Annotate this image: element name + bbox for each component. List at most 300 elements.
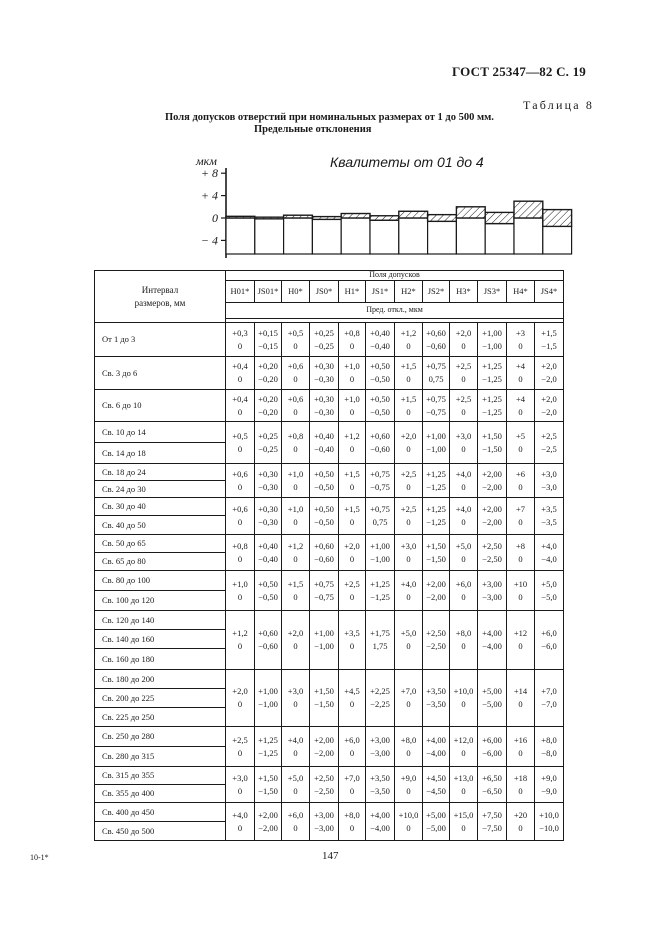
upper-deviation: +3,50 xyxy=(426,686,446,697)
lower-deviation: −3,00 xyxy=(370,747,390,758)
value-cell xyxy=(507,357,535,390)
value-cell xyxy=(395,498,423,535)
upper-deviation: +1,25 xyxy=(258,734,278,745)
lower-deviation: −1,25 xyxy=(370,591,390,602)
lower-deviation: 0 xyxy=(237,747,243,758)
column-header: JS1* xyxy=(366,281,395,303)
chart-zone-js3 xyxy=(485,212,514,223)
upper-deviation: +1,2 xyxy=(344,430,360,441)
lower-deviation: −2,00 xyxy=(482,517,502,527)
value-cell xyxy=(226,571,255,611)
value-cell xyxy=(450,323,478,357)
upper-deviation: +7 xyxy=(515,504,526,515)
lower-deviation: 0 xyxy=(461,553,466,564)
table-row xyxy=(95,670,564,689)
value-cell xyxy=(423,611,450,670)
lower-deviation: −4,0 xyxy=(541,553,557,564)
value-cell xyxy=(339,803,366,841)
lower-deviation: −2,50 xyxy=(314,785,334,796)
lower-deviation: 0 xyxy=(293,517,298,527)
chart-column-js0 xyxy=(312,219,341,254)
value-cell xyxy=(255,323,282,357)
table-row xyxy=(95,464,564,481)
upper-deviation: +4,0 xyxy=(400,578,417,589)
lower-deviation: 0 xyxy=(293,481,298,492)
interval-label: Св. 400 до 450 xyxy=(95,803,226,822)
upper-deviation: +0,50 xyxy=(370,393,390,404)
upper-deviation: +5,0 xyxy=(541,578,557,589)
upper-deviation: +6,0 xyxy=(455,578,472,589)
upper-deviation: +1,25 xyxy=(426,504,446,515)
upper-deviation: +0,40 xyxy=(370,327,390,338)
upper-deviation: +0,60 xyxy=(258,628,278,639)
value-cell xyxy=(366,357,395,390)
lower-deviation: −4,00 xyxy=(426,747,446,758)
interval-label: Св. 200 до 225 xyxy=(95,689,226,708)
chart-zone-js4 xyxy=(543,210,572,227)
lower-deviation: 0 xyxy=(237,340,243,351)
lower-deviation: −0,25 xyxy=(314,340,334,351)
upper-deviation: +0,75 xyxy=(370,468,390,479)
lower-deviation: −2,00 xyxy=(482,481,502,492)
interval-label: Св. 140 до 160 xyxy=(95,630,226,649)
value-cell xyxy=(226,767,255,803)
chart-zone-h2 xyxy=(399,211,428,218)
lower-deviation: 0 xyxy=(293,747,298,758)
lower-deviation: 0 xyxy=(349,747,355,758)
value-cell xyxy=(339,422,366,464)
upper-deviation: +10,0 xyxy=(539,809,559,820)
value-cell xyxy=(450,357,478,390)
upper-deviation: +0,6 xyxy=(287,393,304,404)
table-row xyxy=(95,323,564,357)
upper-deviation: +2,0 xyxy=(541,393,557,404)
interval-label: Св. 280 до 315 xyxy=(95,747,226,767)
upper-deviation: +0,6 xyxy=(232,504,248,515)
value-cell xyxy=(535,803,564,841)
upper-deviation: +4,00 xyxy=(370,809,390,820)
lower-deviation: −1,50 xyxy=(314,699,334,709)
lower-deviation: −0,50 xyxy=(258,591,278,602)
lower-deviation: −3,50 xyxy=(426,699,446,709)
chart-zone-js2 xyxy=(428,215,457,222)
value-cell xyxy=(366,535,395,571)
upper-deviation: +0,60 xyxy=(426,327,446,338)
lower-deviation: 0 xyxy=(349,591,355,602)
value-cell xyxy=(366,670,395,727)
value-cell xyxy=(395,611,423,670)
upper-deviation: +8,0 xyxy=(455,628,472,639)
upper-deviation: +1,25 xyxy=(370,578,390,589)
value-cell xyxy=(423,803,450,841)
lower-deviation: 0 xyxy=(237,406,243,417)
upper-deviation: +6,50 xyxy=(482,772,502,783)
lower-deviation: 0 xyxy=(518,340,523,351)
interval-label: Св. 18 до 24 xyxy=(95,464,226,481)
value-cell xyxy=(478,571,507,611)
value-cell xyxy=(255,727,282,767)
upper-deviation: +4,0 xyxy=(455,504,472,515)
chart-column-h4 xyxy=(514,218,543,254)
upper-deviation: +0,25 xyxy=(314,327,334,338)
interval-label: Св. 315 до 355 xyxy=(95,767,226,785)
column-header: JS3* xyxy=(478,281,507,303)
lower-deviation: 0 xyxy=(237,641,243,651)
lower-deviation: −3,50 xyxy=(370,785,390,796)
lower-deviation: −8,0 xyxy=(541,747,557,758)
upper-deviation: +1,50 xyxy=(258,772,278,783)
upper-deviation: +2,00 xyxy=(314,734,334,745)
interval-label: От 1 до 3 xyxy=(95,323,226,357)
lower-deviation: −0,15 xyxy=(258,340,278,351)
column-header: H4* xyxy=(507,281,535,303)
interval-label: Св. 6 до 10 xyxy=(95,390,226,422)
upper-deviation: +1,2 xyxy=(400,327,417,338)
value-cell xyxy=(507,422,535,464)
lower-deviation: 0 xyxy=(461,481,466,492)
lower-deviation: 0 xyxy=(461,591,466,602)
lower-deviation: 0 xyxy=(406,406,411,417)
upper-deviation: +3 xyxy=(515,327,526,338)
value-cell xyxy=(395,323,423,357)
lower-deviation: 0 xyxy=(461,822,466,833)
lower-deviation: −4,00 xyxy=(482,641,502,651)
value-cell xyxy=(478,803,507,841)
upper-deviation: +0,5 xyxy=(232,430,248,441)
lower-deviation: 0 xyxy=(293,699,298,709)
lower-deviation: 0 xyxy=(518,747,523,758)
value-cell xyxy=(395,803,423,841)
lower-deviation: −1,25 xyxy=(482,374,502,384)
chart-column-js3 xyxy=(485,224,514,254)
column-header: H01* xyxy=(226,281,255,303)
lower-deviation: 0 xyxy=(461,443,466,454)
lower-deviation: 0 xyxy=(518,699,523,709)
interval-label: Св. 100 до 120 xyxy=(95,591,226,611)
value-cell xyxy=(423,727,450,767)
upper-deviation: +1,25 xyxy=(426,468,446,479)
upper-deviation: +10,0 xyxy=(398,809,419,820)
upper-deviation: +0,15 xyxy=(258,327,278,338)
value-cell xyxy=(226,498,255,535)
upper-deviation: +4 xyxy=(515,361,526,372)
upper-deviation: +0,6 xyxy=(287,361,304,372)
value-cell xyxy=(255,464,282,498)
value-cell xyxy=(507,767,535,803)
table-row xyxy=(95,727,564,747)
upper-deviation: +2,5 xyxy=(541,430,557,441)
chart-zone-h1 xyxy=(341,214,370,218)
value-cell xyxy=(535,535,564,571)
column-header: H1* xyxy=(339,281,366,303)
table-row xyxy=(95,803,564,822)
value-cell xyxy=(226,357,255,390)
chart-column-h1 xyxy=(341,218,370,254)
lower-deviation: −3,5 xyxy=(541,517,557,527)
value-cell xyxy=(255,767,282,803)
chart-tick-label: + 8 xyxy=(200,166,218,181)
value-cell xyxy=(507,498,535,535)
lower-deviation: 0 xyxy=(461,374,466,384)
value-cell xyxy=(478,611,507,670)
lower-deviation: 0 xyxy=(406,747,411,758)
interval-label: Св. 3 до 6 xyxy=(95,357,226,390)
value-cell xyxy=(535,498,564,535)
upper-deviation: +7,0 xyxy=(400,686,417,697)
lower-deviation: −1,00 xyxy=(370,553,390,564)
value-cell xyxy=(226,670,255,727)
upper-deviation: +3,00 xyxy=(370,734,390,745)
value-cell xyxy=(226,323,255,357)
table-row xyxy=(95,422,564,443)
upper-deviation: +6,0 xyxy=(541,628,557,639)
value-cell xyxy=(507,727,535,767)
upper-deviation: +0,50 xyxy=(258,578,278,589)
lower-deviation: 0 xyxy=(293,374,298,384)
chart-zone-js1 xyxy=(370,216,399,220)
lower-deviation: −0,60 xyxy=(426,340,446,351)
value-cell xyxy=(450,767,478,803)
value-cell xyxy=(366,390,395,422)
value-cell xyxy=(450,727,478,767)
value-cell xyxy=(339,670,366,727)
upper-deviation: +2,0 xyxy=(400,430,417,441)
column-header: JS2* xyxy=(423,281,450,303)
upper-deviation: +4 xyxy=(515,393,526,404)
upper-deviation: +12 xyxy=(513,628,528,639)
upper-deviation: +1,0 xyxy=(287,468,304,479)
upper-deviation: +2,0 xyxy=(232,686,248,697)
upper-deviation: +2,00 xyxy=(426,578,446,589)
value-cell xyxy=(423,422,450,464)
lower-deviation: −0,60 xyxy=(314,553,334,564)
lower-deviation: 0,75 xyxy=(428,374,444,384)
chart-zone-h0 xyxy=(284,215,313,218)
value-cell xyxy=(535,357,564,390)
upper-deviation: +3,0 xyxy=(287,686,304,697)
lower-deviation: 0 xyxy=(518,406,523,417)
table-row xyxy=(95,498,564,516)
lower-deviation: 0 xyxy=(349,822,355,833)
lower-deviation: −1,00 xyxy=(482,340,502,351)
upper-deviation: +0,4 xyxy=(232,361,248,372)
chart-zone-h4 xyxy=(514,201,543,218)
lower-deviation: 0 xyxy=(461,406,466,417)
upper-deviation: +1,50 xyxy=(426,540,446,551)
lower-deviation: −0,40 xyxy=(314,443,334,454)
chart-column-h3 xyxy=(456,218,485,254)
value-cell xyxy=(366,422,395,464)
value-cell xyxy=(310,727,339,767)
lower-deviation: 0 xyxy=(406,374,411,384)
value-cell xyxy=(450,670,478,727)
upper-deviation: +10 xyxy=(513,578,528,589)
lower-deviation: −1,00 xyxy=(426,443,446,454)
value-cell xyxy=(478,464,507,498)
lower-deviation: −0,30 xyxy=(258,481,278,492)
value-cell xyxy=(423,535,450,571)
chart-unit-label: мкм xyxy=(196,154,217,168)
table-title-line2: Предельные отклонения xyxy=(254,124,372,135)
lower-deviation: −0,60 xyxy=(258,641,278,651)
lower-deviation: 0 xyxy=(518,481,523,492)
lower-deviation: −0,30 xyxy=(314,374,334,384)
upper-deviation: +0,8 xyxy=(344,327,360,338)
upper-deviation: +1,75 xyxy=(370,628,390,639)
value-cell xyxy=(282,422,310,464)
value-cell xyxy=(339,323,366,357)
upper-deviation: +0,30 xyxy=(314,393,334,404)
lower-deviation: 0 xyxy=(406,553,411,564)
value-cell xyxy=(282,670,310,727)
upper-deviation: +1,00 xyxy=(314,628,334,639)
value-cell xyxy=(339,611,366,670)
lower-deviation: 0 xyxy=(406,481,411,492)
value-cell xyxy=(423,464,450,498)
lower-deviation: −1,25 xyxy=(258,747,278,758)
value-cell xyxy=(255,611,282,670)
column-header: H2* xyxy=(395,281,423,303)
chart-zone-js01 xyxy=(255,217,284,219)
upper-deviation: +1,25 xyxy=(482,361,502,372)
value-cell xyxy=(339,535,366,571)
interval-label: Св. 50 до 65 xyxy=(95,535,226,553)
column-header: JS0* xyxy=(310,281,339,303)
value-cell xyxy=(507,323,535,357)
lower-deviation: −1,50 xyxy=(482,443,502,454)
column-header: JS4* xyxy=(535,281,564,303)
upper-deviation: +2,50 xyxy=(426,628,446,639)
upper-deviation: +3,0 xyxy=(232,772,248,783)
chart-column-h2 xyxy=(399,218,428,254)
lower-deviation: −5,0 xyxy=(541,591,557,602)
lower-deviation: 0 xyxy=(237,785,243,796)
lower-deviation: 0 xyxy=(293,785,298,796)
value-cell xyxy=(366,571,395,611)
value-cell xyxy=(478,390,507,422)
upper-deviation: +3,0 xyxy=(541,468,557,479)
chart-column-js01 xyxy=(255,219,284,254)
value-cell xyxy=(450,571,478,611)
value-cell xyxy=(478,357,507,390)
value-cell xyxy=(423,670,450,727)
upper-deviation: +1,2 xyxy=(287,540,304,551)
lower-deviation: 0 xyxy=(461,747,466,758)
interval-label: Св. 65 до 80 xyxy=(95,553,226,571)
lower-deviation: −3,0 xyxy=(541,481,557,492)
lower-deviation: 0 xyxy=(406,591,411,602)
lower-deviation: −2,5 xyxy=(541,443,557,454)
value-cell xyxy=(478,670,507,727)
table-title-line1: Поля допусков отверстий при номинальных размерах от 1 до 500 мм. xyxy=(165,112,494,123)
lower-deviation: −1,25 xyxy=(426,481,446,492)
chart-column-js2 xyxy=(428,221,457,254)
lower-deviation: −0,50 xyxy=(314,481,334,492)
lower-deviation: 0 xyxy=(237,591,243,602)
lower-deviation: −0,25 xyxy=(258,443,278,454)
value-cell xyxy=(339,464,366,498)
lower-deviation: 0 xyxy=(237,481,243,492)
lower-deviation: 0 xyxy=(349,517,355,527)
value-cell xyxy=(423,357,450,390)
upper-deviation: +4,50 xyxy=(426,772,446,783)
upper-deviation: +0,40 xyxy=(258,540,278,551)
upper-deviation: +1,00 xyxy=(426,430,446,441)
lower-deviation: −1,25 xyxy=(426,517,446,527)
lower-deviation: 0 xyxy=(293,591,298,602)
lower-deviation: 0 xyxy=(349,374,355,384)
lower-deviation: 0 xyxy=(406,785,411,796)
value-cell xyxy=(255,670,282,727)
lower-deviation: −0,40 xyxy=(258,553,278,564)
lower-deviation: −6,0 xyxy=(541,641,557,651)
value-cell xyxy=(535,727,564,767)
value-cell xyxy=(339,357,366,390)
upper-deviation: +8,0 xyxy=(541,734,557,745)
upper-deviation: +6 xyxy=(515,468,526,479)
value-cell xyxy=(282,803,310,841)
value-cell xyxy=(450,803,478,841)
lower-deviation: 0 xyxy=(406,340,411,351)
value-cell xyxy=(339,571,366,611)
lower-deviation: −0,40 xyxy=(370,340,390,351)
lower-deviation: 0 xyxy=(406,822,411,833)
interval-label: Св. 225 до 250 xyxy=(95,708,226,727)
lower-deviation: −1,50 xyxy=(258,785,278,796)
upper-deviation: +4,5 xyxy=(344,686,360,697)
value-cell xyxy=(226,611,255,670)
value-cell xyxy=(395,390,423,422)
value-cell xyxy=(478,767,507,803)
upper-deviation: +0,40 xyxy=(314,430,334,441)
upper-deviation: +2,5 xyxy=(400,468,417,479)
value-cell xyxy=(535,390,564,422)
upper-deviation: +4,0 xyxy=(287,734,304,745)
interval-label: Св. 40 до 50 xyxy=(95,516,226,535)
value-cell xyxy=(282,464,310,498)
tolerance-table xyxy=(94,270,564,841)
table-row xyxy=(95,535,564,553)
upper-deviation: +0,3 xyxy=(232,327,248,338)
value-cell xyxy=(226,803,255,841)
lower-deviation: 0 xyxy=(461,699,466,709)
value-cell xyxy=(478,535,507,571)
value-cell xyxy=(507,571,535,611)
value-cell xyxy=(255,535,282,571)
upper-deviation: +1,50 xyxy=(314,686,334,697)
value-cell xyxy=(450,422,478,464)
chart-tick-label: + 4 xyxy=(200,188,218,203)
upper-deviation: +0,50 xyxy=(314,504,334,515)
value-cell xyxy=(310,422,339,464)
lower-deviation: −2,50 xyxy=(482,553,502,564)
interval-header-cell xyxy=(95,271,226,323)
lower-deviation: 0 xyxy=(237,517,243,527)
upper-deviation: +0,75 xyxy=(426,361,446,372)
chart-tick-label: 0 xyxy=(212,211,218,225)
upper-deviation: +0,6 xyxy=(232,468,248,479)
value-cell xyxy=(226,464,255,498)
upper-deviation: +5,00 xyxy=(482,686,502,697)
value-cell xyxy=(255,498,282,535)
upper-deviation: +0,25 xyxy=(258,430,278,441)
chart-zone-h01 xyxy=(226,216,255,218)
upper-deviation: +3,0 xyxy=(455,430,472,441)
upper-deviation: +2,0 xyxy=(344,540,360,551)
lower-deviation: 0 xyxy=(293,553,298,564)
upper-deviation: +2,5 xyxy=(232,734,248,745)
lower-deviation: −3,00 xyxy=(482,591,502,602)
